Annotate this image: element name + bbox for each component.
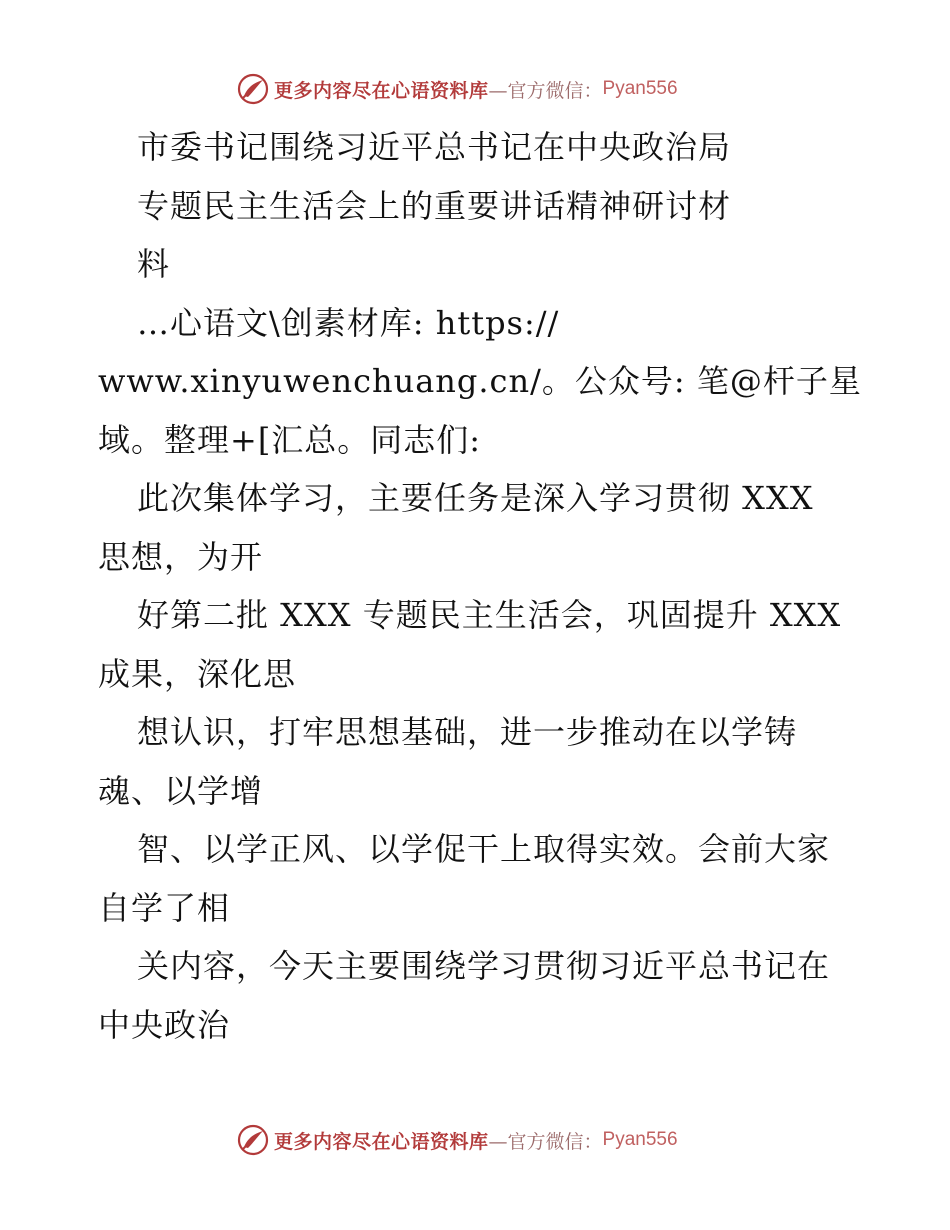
title-line-2: 专题民主生活会上的重要讲话精神研讨材 (137, 186, 732, 225)
banner-main-text: 更多内容尽在心语资料库 (274, 79, 489, 102)
paragraph-line: 自学了相 (98, 888, 231, 927)
paragraph-line: 智、以学正风、以学促干上取得实效。会前大家 (137, 830, 831, 868)
footer-banner (236, 1123, 678, 1157)
paragraph-line: 中央政治 (98, 1005, 231, 1044)
banner-main-text: 更多内容尽在心语资料库 (274, 1130, 489, 1153)
source-line-1: …心语文\创素材库: https:// (137, 303, 560, 342)
paragraph-line: 思想，为开 (98, 537, 264, 576)
paragraph-line: 想认识，打牢思想基础，进一步推动在以学铸 (137, 713, 798, 751)
paragraph-line: 此次集体学习，主要任务是深入学习贯彻 XXX (137, 479, 814, 517)
paragraph-line: 成果，深化思 (98, 654, 297, 693)
pen-logo-icon (236, 1123, 270, 1157)
banner-sub-text: —官方微信： (488, 79, 603, 102)
document-body (0, 118, 950, 1054)
source-line-3: 域。整理+[汇总。同志们: (98, 420, 482, 459)
banner-wechat-id: Pyan556 (602, 78, 678, 99)
banner-wechat-id: Pyan556 (602, 1129, 678, 1150)
header-banner (236, 72, 678, 106)
pen-logo-icon (236, 72, 270, 106)
paragraph-line: 关内容，今天主要围绕学习贯彻习近平总书记在 (137, 947, 831, 985)
paragraph-line: 好第二批 XXX 专题民主生活会，巩固提升 XXX (137, 596, 842, 634)
title-line-3: 料 (137, 245, 171, 283)
paragraph-line: 魂、以学增 (98, 771, 264, 810)
banner-sub-text: —官方微信： (488, 1130, 603, 1153)
title-line-1: 市委书记围绕习近平总书记在中央政治局 (137, 128, 732, 166)
source-line-2: www.xinyuwenchuang.cn/。公众号: 笔@杆子星 (98, 362, 862, 400)
